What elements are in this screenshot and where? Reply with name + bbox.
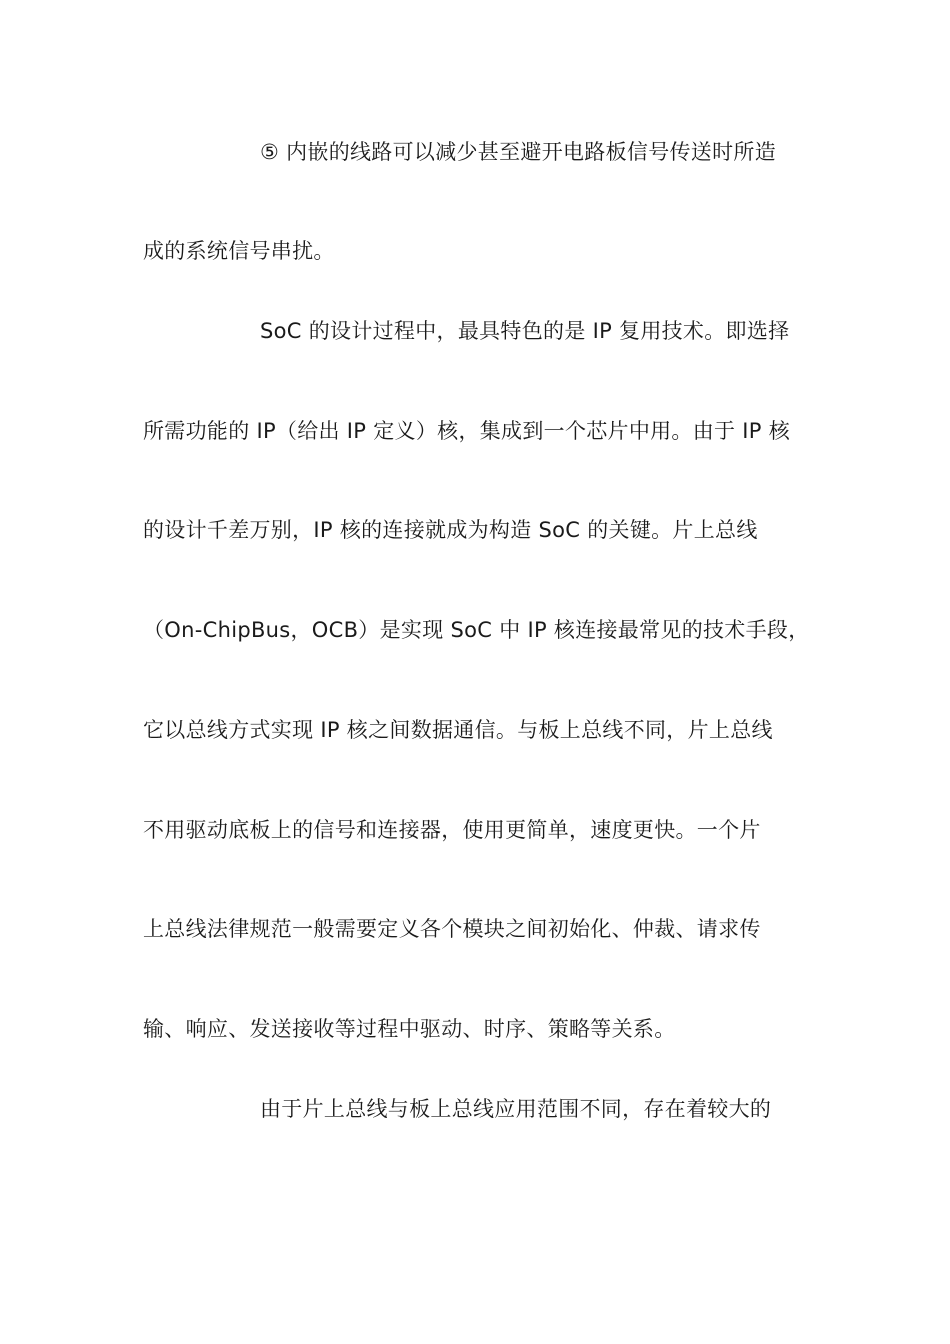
paragraph-line: 成的系统信号串扰。 — [143, 239, 335, 263]
paragraph-line: SoC 的设计过程中，最具特色的是 IP 复用技术。即选择 — [260, 319, 790, 343]
paragraph-line: 输、响应、发送接收等过程中驱动、时序、策略等关系。 — [143, 1017, 676, 1041]
paragraph-line: 它以总线方式实现 IP 核之间数据通信。与板上总线不同，片上总线 — [143, 718, 773, 742]
paragraph-line: 的设计千差万别，IP 核的连接就成为构造 SoC 的关键。片上总线 — [143, 518, 758, 542]
paragraph-line: 所需功能的 IP（给出 IP 定义）核，集成到一个芯片中用。由于 IP 核 — [143, 419, 791, 443]
paragraph-line: 上总线法律规范一般需要定义各个模块之间初始化、仲裁、请求传 — [143, 917, 761, 941]
paragraph-line: （On-ChipBus，OCB）是实现 SoC 中 IP 核连接最常见的技术手段， — [143, 618, 810, 642]
paragraph-line: ⑤ 内嵌的线路可以减少甚至避开电路板信号传送时所造 — [260, 140, 776, 164]
paragraph-line: 不用驱动底板上的信号和连接器，使用更简单，速度更快。一个片 — [143, 818, 761, 842]
paragraph-line: 由于片上总线与板上总线应用范围不同，存在着较大的 — [260, 1097, 772, 1121]
